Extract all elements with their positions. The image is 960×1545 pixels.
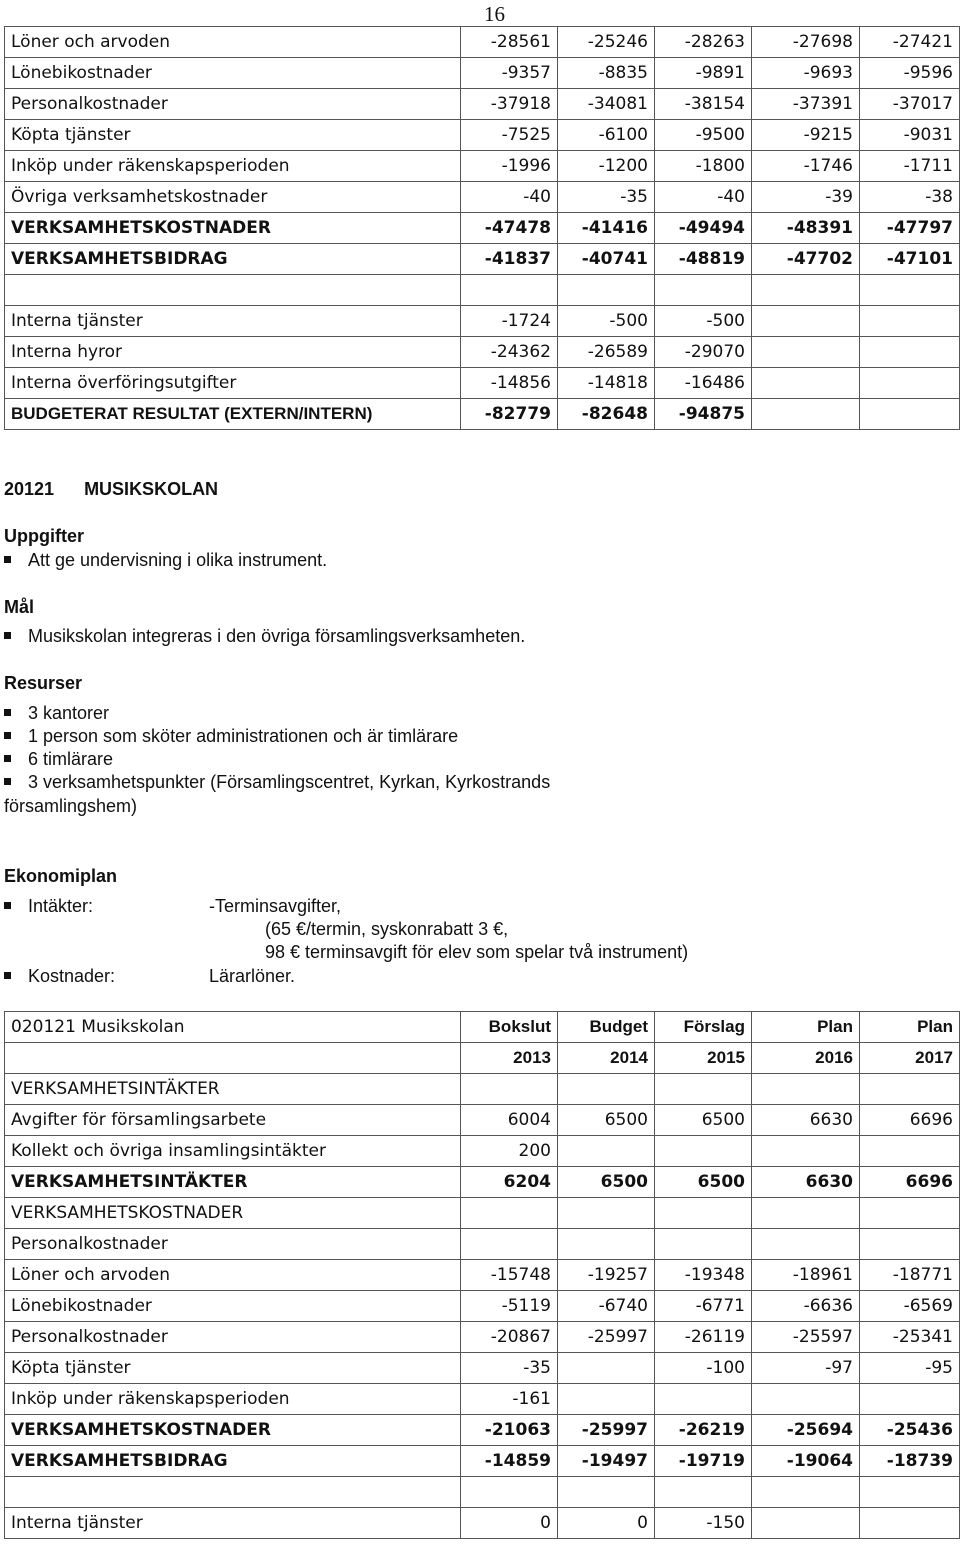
table-row [5, 1074, 960, 1105]
row-label: Köpta tjänster [5, 1353, 461, 1384]
value-cell: -40 [655, 182, 752, 213]
value-cell: -27421 [860, 27, 960, 58]
table-year-row [5, 1043, 960, 1074]
resurser-item-text: 1 person som sköter administrationen och är timlärare [28, 726, 459, 746]
table-row [5, 1198, 960, 1229]
value-cell: 6500 [558, 1105, 655, 1136]
table-row [5, 1291, 960, 1322]
value-cell [461, 1074, 558, 1105]
value-cell [461, 1229, 558, 1260]
intakter-line-2: (65 €/termin, syskonrabatt 3 €, [265, 919, 509, 939]
value-cell [558, 275, 655, 306]
row-label: Lönebikostnader [5, 58, 461, 89]
value-cell: -6740 [558, 1291, 655, 1322]
table-row [5, 368, 960, 399]
table-row [5, 275, 960, 306]
value-cell [752, 399, 860, 430]
value-cell: -26119 [655, 1322, 752, 1353]
value-cell: -14818 [558, 368, 655, 399]
row-label: VERKSAMHETSKOSTNADER [5, 1198, 461, 1229]
table-row [5, 1384, 960, 1415]
value-cell [655, 1198, 752, 1229]
value-cell: -95 [860, 1353, 960, 1384]
value-cell: -37017 [860, 89, 960, 120]
value-cell [655, 275, 752, 306]
value-cell: -40 [461, 182, 558, 213]
value-cell: -9596 [860, 58, 960, 89]
table-row [5, 244, 960, 275]
value-cell: -9031 [860, 120, 960, 151]
value-cell: -18961 [752, 1260, 860, 1291]
bullet-icon [4, 556, 11, 563]
value-cell: -21063 [461, 1415, 558, 1446]
value-cell: -9500 [655, 120, 752, 151]
value-cell: -35 [461, 1353, 558, 1384]
value-cell: -39 [752, 182, 860, 213]
value-cell: -41416 [558, 213, 655, 244]
empty-cell [5, 1043, 461, 1074]
table-row [5, 1415, 960, 1446]
table-header-row [5, 1012, 960, 1043]
value-cell: -15748 [461, 1260, 558, 1291]
value-cell: -9693 [752, 58, 860, 89]
value-cell: -25246 [558, 27, 655, 58]
value-cell: -41837 [461, 244, 558, 275]
row-label: Interna överföringsutgifter [5, 368, 461, 399]
value-cell [461, 1198, 558, 1229]
section-code: 20121 [4, 479, 55, 499]
table-row [5, 1136, 960, 1167]
value-cell [752, 1229, 860, 1260]
value-cell [655, 1074, 752, 1105]
year-header: 2016 [752, 1043, 860, 1074]
value-cell [860, 1229, 960, 1260]
value-cell: -47797 [860, 213, 960, 244]
resurser-item-text: 3 verksamhetspunkter (Församlingscentret, Kyrkan, Kyrkostrands [28, 772, 551, 792]
row-label: Personalkostnader [5, 1229, 461, 1260]
value-cell [860, 399, 960, 430]
intakter-label: Intäkter: [28, 896, 94, 916]
uppgifter-item-text: Att ge undervisning i olika instrument. [28, 550, 328, 570]
table-row [5, 1353, 960, 1384]
value-cell: -27698 [752, 27, 860, 58]
row-label: Lönebikostnader [5, 1291, 461, 1322]
row-label: Köpta tjänster [5, 120, 461, 151]
value-cell: -9215 [752, 120, 860, 151]
ekonomiplan-heading: Ekonomiplan [4, 866, 118, 886]
value-cell: -150 [655, 1508, 752, 1539]
value-cell: -19348 [655, 1260, 752, 1291]
value-cell [860, 1384, 960, 1415]
row-label: Avgifter för församlingsarbete [5, 1105, 461, 1136]
section-name: MUSIKSKOLAN [84, 479, 219, 499]
year-header: 2017 [860, 1043, 960, 1074]
resurser-item [4, 703, 109, 724]
resurser-item [4, 726, 458, 747]
value-cell [558, 1198, 655, 1229]
budget-table-musikskolan-body [5, 1012, 960, 1539]
value-cell [860, 1136, 960, 1167]
kostnader-label: Kostnader: [28, 966, 116, 986]
table-row [5, 306, 960, 337]
value-cell [655, 1477, 752, 1508]
value-cell: 6500 [655, 1167, 752, 1198]
value-cell: -94875 [655, 399, 752, 430]
year-header: 2014 [558, 1043, 655, 1074]
table-title: 020121 Musikskolan [5, 1012, 461, 1043]
value-cell [860, 306, 960, 337]
resurser-heading: Resurser [4, 673, 83, 693]
column-header: Förslag [655, 1012, 752, 1043]
value-cell [655, 1229, 752, 1260]
value-cell: -9357 [461, 58, 558, 89]
resurser-item-text: 3 kantorer [28, 703, 110, 723]
value-cell: -14859 [461, 1446, 558, 1477]
value-cell: -28561 [461, 27, 558, 58]
value-cell: 6500 [655, 1105, 752, 1136]
value-cell: -49494 [655, 213, 752, 244]
table-row [5, 399, 960, 430]
value-cell [752, 1508, 860, 1539]
value-cell [860, 1198, 960, 1229]
value-cell: -1746 [752, 151, 860, 182]
table-row [5, 1477, 960, 1508]
row-label: Inköp under räkenskapsperioden [5, 151, 461, 182]
value-cell [752, 1384, 860, 1415]
value-cell: 6500 [558, 1167, 655, 1198]
value-cell: -18739 [860, 1446, 960, 1477]
column-header: Plan [752, 1012, 860, 1043]
value-cell: -82779 [461, 399, 558, 430]
row-label: Personalkostnader [5, 1322, 461, 1353]
value-cell [752, 1136, 860, 1167]
table-row [5, 1105, 960, 1136]
value-cell [558, 1074, 655, 1105]
value-cell: -35 [558, 182, 655, 213]
row-label: Löner och arvoden [5, 1260, 461, 1291]
value-cell: -47478 [461, 213, 558, 244]
column-header: Plan [860, 1012, 960, 1043]
value-cell: -6100 [558, 120, 655, 151]
value-cell: -25997 [558, 1415, 655, 1446]
value-cell: -161 [461, 1384, 558, 1415]
value-cell: -37918 [461, 89, 558, 120]
value-cell: -25997 [558, 1322, 655, 1353]
table-row [5, 213, 960, 244]
row-label: VERKSAMHETSBIDRAG [5, 244, 461, 275]
value-cell: -25694 [752, 1415, 860, 1446]
value-cell: -38154 [655, 89, 752, 120]
value-cell: -48391 [752, 213, 860, 244]
value-cell: -34081 [558, 89, 655, 120]
value-cell: -48819 [655, 244, 752, 275]
row-label: VERKSAMHETSBIDRAG [5, 1446, 461, 1477]
value-cell [860, 1508, 960, 1539]
mal-item-text: Musikskolan integreras i den övriga församlingsverksamheten. [28, 626, 526, 646]
value-cell [655, 1136, 752, 1167]
table-row [5, 1508, 960, 1539]
value-cell: 200 [461, 1136, 558, 1167]
column-header: Budget [558, 1012, 655, 1043]
table-row [5, 337, 960, 368]
value-cell [558, 1136, 655, 1167]
value-cell: -6569 [860, 1291, 960, 1322]
value-cell [752, 1477, 860, 1508]
resurser-item-text: 6 timlärare [28, 749, 114, 769]
mal-heading: Mål [4, 597, 35, 617]
value-cell [655, 1384, 752, 1415]
value-cell: 6004 [461, 1105, 558, 1136]
value-cell [558, 1384, 655, 1415]
year-header: 2013 [461, 1043, 558, 1074]
budget-table-musikskolan [4, 1011, 960, 1539]
table-row [5, 182, 960, 213]
value-cell [860, 275, 960, 306]
value-cell: -24362 [461, 337, 558, 368]
table-row [5, 89, 960, 120]
row-label: VERKSAMHETSKOSTNADER [5, 1415, 461, 1446]
value-cell: -19719 [655, 1446, 752, 1477]
value-cell: -40741 [558, 244, 655, 275]
row-label: VERKSAMHETSKOSTNADER [5, 213, 461, 244]
mal-item [4, 626, 525, 647]
intakter-line-3: 98 € terminsavgift för elev som spelar två instrument) [265, 942, 689, 962]
row-label [5, 1477, 461, 1508]
value-cell: -37391 [752, 89, 860, 120]
row-label: Kollekt och övriga insamlingsintäkter [5, 1136, 461, 1167]
value-cell: -1200 [558, 151, 655, 182]
value-cell: -5119 [461, 1291, 558, 1322]
value-cell: -6771 [655, 1291, 752, 1322]
value-cell: -1996 [461, 151, 558, 182]
value-cell: -19257 [558, 1260, 655, 1291]
value-cell: -1711 [860, 151, 960, 182]
value-cell: -18771 [860, 1260, 960, 1291]
resurser-continuation: församlingshem) [4, 796, 138, 816]
value-cell: 0 [461, 1508, 558, 1539]
value-cell [752, 1074, 860, 1105]
value-cell [752, 337, 860, 368]
value-cell: 6204 [461, 1167, 558, 1198]
value-cell: -19064 [752, 1446, 860, 1477]
value-cell: -97 [752, 1353, 860, 1384]
table-row [5, 120, 960, 151]
value-cell: -100 [655, 1353, 752, 1384]
value-cell: -7525 [461, 120, 558, 151]
table-row [5, 1322, 960, 1353]
bullet-icon [4, 732, 11, 739]
row-label: Interna hyror [5, 337, 461, 368]
value-cell: 6696 [860, 1167, 960, 1198]
value-cell: 6630 [752, 1105, 860, 1136]
value-cell: -500 [655, 306, 752, 337]
value-cell: 6696 [860, 1105, 960, 1136]
row-label: VERKSAMHETSINTÄKTER [5, 1074, 461, 1105]
value-cell: -26219 [655, 1415, 752, 1446]
table-row [5, 1229, 960, 1260]
value-cell: -38 [860, 182, 960, 213]
value-cell [752, 368, 860, 399]
value-cell: -500 [558, 306, 655, 337]
value-cell [752, 306, 860, 337]
value-cell: -16486 [655, 368, 752, 399]
intakter-value: -Terminsavgifter, [209, 896, 342, 916]
kostnader-item [4, 966, 115, 987]
year-header: 2015 [655, 1043, 752, 1074]
value-cell [860, 337, 960, 368]
section-title [4, 479, 248, 500]
value-cell: -25341 [860, 1322, 960, 1353]
value-cell: 0 [558, 1508, 655, 1539]
bullet-icon [4, 972, 11, 979]
resurser-item [4, 749, 113, 770]
value-cell: -14856 [461, 368, 558, 399]
value-cell: -47101 [860, 244, 960, 275]
table-row [5, 1167, 960, 1198]
value-cell: -47702 [752, 244, 860, 275]
resurser-item [4, 772, 550, 793]
value-cell: -29070 [655, 337, 752, 368]
value-cell: -1724 [461, 306, 558, 337]
row-label [5, 275, 461, 306]
kostnader-value: Lärarlöner. [209, 966, 296, 986]
value-cell: -6636 [752, 1291, 860, 1322]
value-cell: -1800 [655, 151, 752, 182]
value-cell: -20867 [461, 1322, 558, 1353]
value-cell [461, 1477, 558, 1508]
intakter-item [4, 896, 93, 917]
row-label: Inköp under räkenskapsperioden [5, 1384, 461, 1415]
value-cell [860, 1074, 960, 1105]
value-cell: -8835 [558, 58, 655, 89]
value-cell: -25436 [860, 1415, 960, 1446]
bullet-icon [4, 709, 11, 716]
value-cell: -82648 [558, 399, 655, 430]
value-cell: -28263 [655, 27, 752, 58]
value-cell: -9891 [655, 58, 752, 89]
value-cell: -26589 [558, 337, 655, 368]
value-cell [558, 1353, 655, 1384]
value-cell [558, 1229, 655, 1260]
table-row [5, 1260, 960, 1291]
value-cell [461, 275, 558, 306]
row-label: Interna tjänster [5, 1508, 461, 1539]
row-label: Övriga verksamhetskostnader [5, 182, 461, 213]
budget-table-top [4, 26, 960, 430]
value-cell [558, 1477, 655, 1508]
value-cell [752, 1198, 860, 1229]
row-label: VERKSAMHETSINTÄKTER [5, 1167, 461, 1198]
row-label: Interna tjänster [5, 306, 461, 337]
table-row [5, 27, 960, 58]
table-row [5, 151, 960, 182]
value-cell [860, 368, 960, 399]
row-label: Personalkostnader [5, 89, 461, 120]
value-cell: 6630 [752, 1167, 860, 1198]
bullet-icon [4, 755, 11, 762]
table-row [5, 1446, 960, 1477]
uppgifter-item [4, 550, 327, 571]
table-row [5, 58, 960, 89]
row-label: BUDGETERAT RESULTAT (EXTERN/INTERN) [5, 399, 461, 430]
value-cell [752, 275, 860, 306]
bullet-icon [4, 632, 11, 639]
value-cell [860, 1477, 960, 1508]
row-label: Löner och arvoden [5, 27, 461, 58]
budget-table-top-body [5, 27, 960, 430]
page-number: 16 [484, 2, 505, 26]
bullet-icon [4, 778, 11, 785]
column-header: Bokslut [461, 1012, 558, 1043]
uppgifter-heading: Uppgifter [4, 526, 84, 546]
bullet-icon [4, 902, 11, 909]
value-cell: -25597 [752, 1322, 860, 1353]
value-cell: -19497 [558, 1446, 655, 1477]
